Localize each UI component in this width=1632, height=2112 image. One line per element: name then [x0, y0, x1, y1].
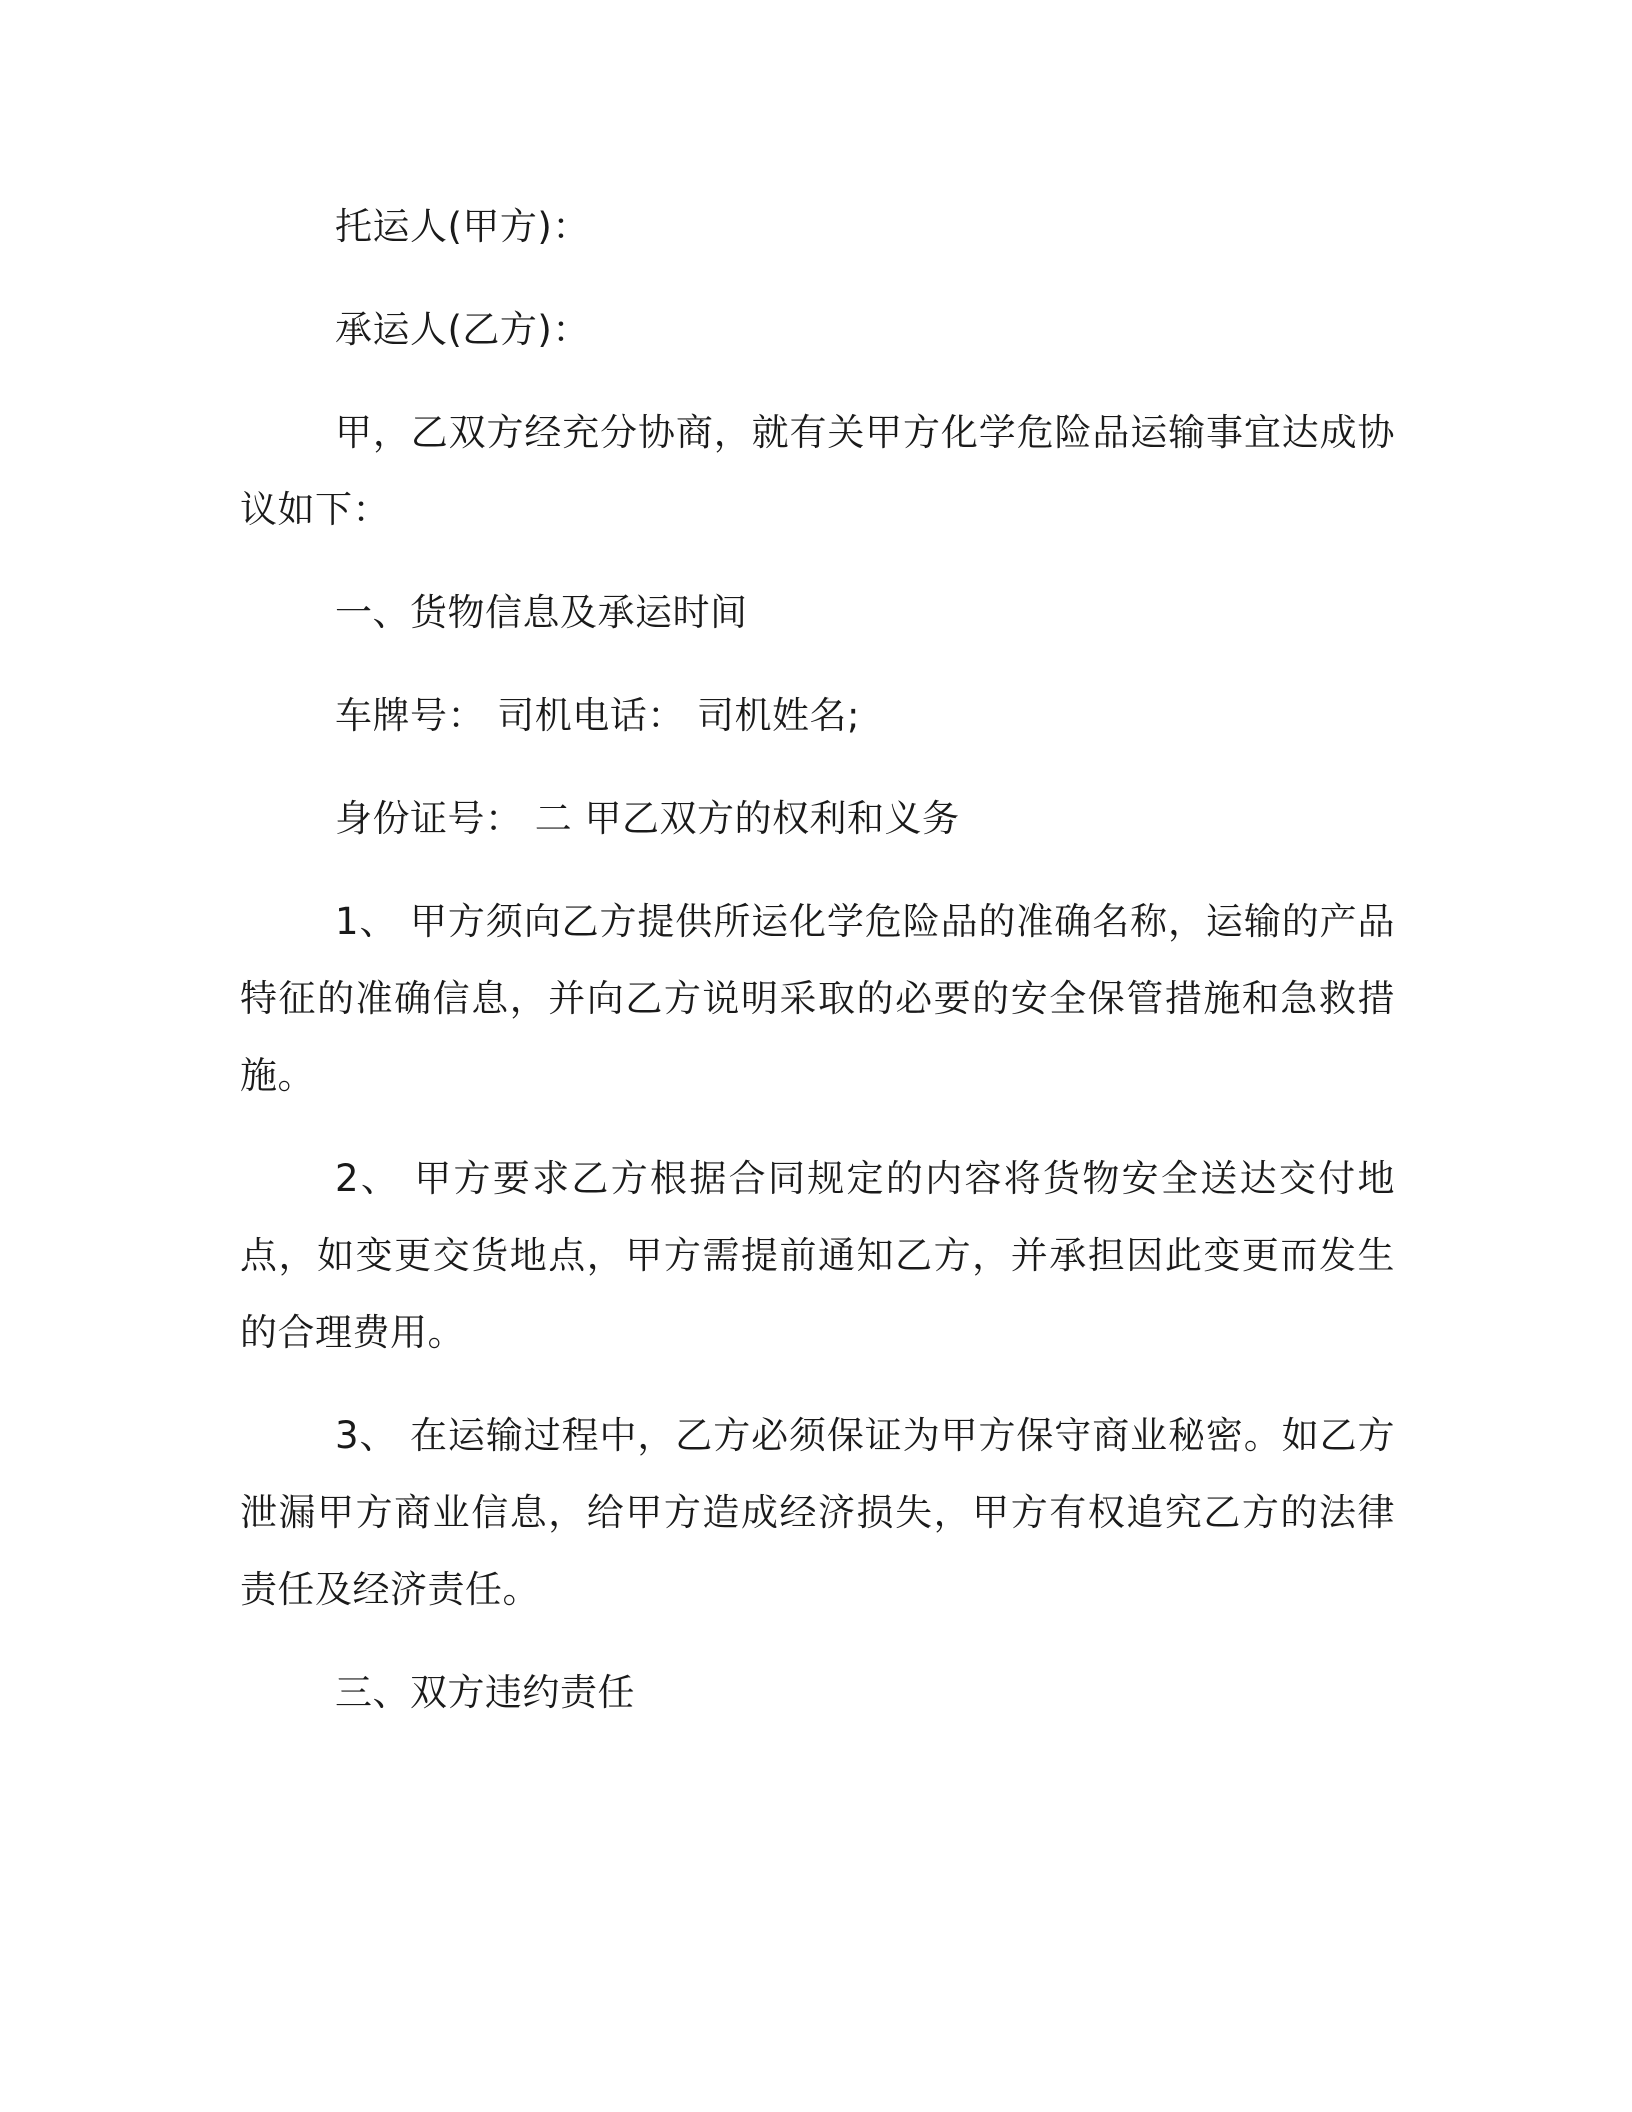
- clause-1: 1、 甲方须向乙方提供所运化学危险品的准确名称，运输的产品特征的准确信息，并向乙方说明采取的必要的安全保管措施和急救措施。: [240, 900, 1395, 1097]
- section-heading-3: 三、双方违约责任: [335, 1671, 635, 1714]
- id-and-section-2-line: 身份证号： 二 甲乙双方的权利和义务: [335, 797, 960, 840]
- carrier-line: 承运人(乙方)：: [335, 308, 590, 351]
- document-body: [240, 188, 1395, 1731]
- shipper-line: 托运人(甲方)：: [335, 205, 590, 248]
- agreement-intro: 甲，乙双方经充分协商，就有关甲方化学危险品运输事宜达成协议如下：: [240, 411, 1395, 531]
- section-heading-1: 一、货物信息及承运时间: [335, 591, 748, 634]
- vehicle-info-line: 车牌号： 司机电话： 司机姓名;: [335, 694, 860, 737]
- clause-2: 2、 甲方要求乙方根据合同规定的内容将货物安全送达交付地点，如变更交货地点，甲方需提前通知乙方，并承担因此变更而发生的合理费用。: [240, 1157, 1395, 1354]
- clause-3: 3、 在运输过程中，乙方必须保证为甲方保守商业秘密。如乙方泄漏甲方商业信息，给甲方造成经济损失，甲方有权追究乙方的法律责任及经济责任。: [240, 1414, 1395, 1611]
